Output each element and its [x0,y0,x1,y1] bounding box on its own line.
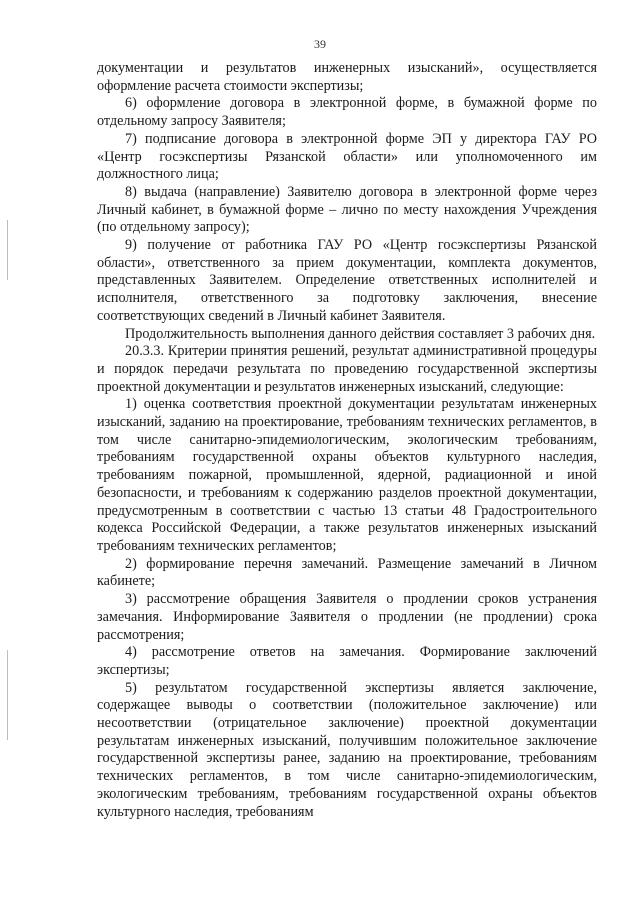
paragraph: 7) подписание договора в электронной форме ЭП у директора ГАУ РО «Центр госэкспертизы Рязанской области» или уполномоченного им должностного лица; [97,130,597,183]
paragraph: 4) рассмотрение ответов на замечания. Формирование заключений экспертизы; [97,644,597,678]
scan-margin-mark [7,220,8,280]
paragraph: 1) оценка соответствия проектной документации результатам инженерных изысканий, заданию на проектирование, требованиям технических регламентов, в том числе санитарно-эпидемиологическим, экологическим требованиям, требованиям государственной охраны объектов культурного наследия, требованиям пожарной, промышленной, ядерной, радиационной и иной безопасности, и требованиям к содержанию разделов проектной документации, предусмотренным в соответствии с частью 13 статьи 48 Градостроительного кодекса Российской Федерации, а также результатов инженерных изысканий требованиям технических регламентов; [97,396,597,554]
paragraph: 3) рассмотрение обращения Заявителя о продлении сроков устранения замечания. Информирование Заявителя о продлении (не продлении) срока рассмотрения; [97,591,597,643]
body-text [97,60,597,821]
paragraph: 20.3.3. Критерии принятия решений, результат административной процедуры и порядок передачи результата по проведению государственной экспертизы проектной документации и результатов инженерных изысканий, следующие: [97,343,597,395]
paragraph: 6) оформление договора в электронной форме, в бумажной форме по отдельному запросу Заявителя; [97,95,597,130]
paragraph: 9) получение от работника ГАУ РО «Центр госэкспертизы Рязанской области», ответственного за прием документации, комплекта документов, представленных Заявителем. Определение ответственных исполнителей и исполнителя, ответственного за подготовку заключения, внесение соответствующих сведений в Личный кабинет Заявителя. [97,237,597,324]
paragraph: документации и результатов инженерных изысканий», осуществляется оформление расчета стоимости экспертизы; [97,60,597,94]
paragraph: 2) формирование перечня замечаний. Размещение замечаний в Личном кабинете; [97,555,597,590]
paragraph: Продолжительность выполнения данного действия составляет 3 рабочих дня. [125,325,596,342]
page-number: 39 [314,37,326,51]
paragraph: 8) выдача (направление) Заявителю договора в электронной форме через Личный кабинет, в бумажной форме – лично по месту нахождения Учреждения (по отдельному запросу); [97,183,597,236]
paragraph: 5) результатом государственной экспертизы является заключение, содержащее выводы о соответствии (положительное заключение) или несоответствии (отрицательное заключение) проектной документации результатам инженерных изысканий, получившим положительное заключение государственной экспертизы ранее, заданию на проектирование, требованиям технических регламентов, в том числе санитарно-эпидемиологическим, экологическим требованиям, требованиям государственной охраны объектов культурного наследия, требованиям [97,679,597,820]
scan-margin-mark [7,650,8,740]
